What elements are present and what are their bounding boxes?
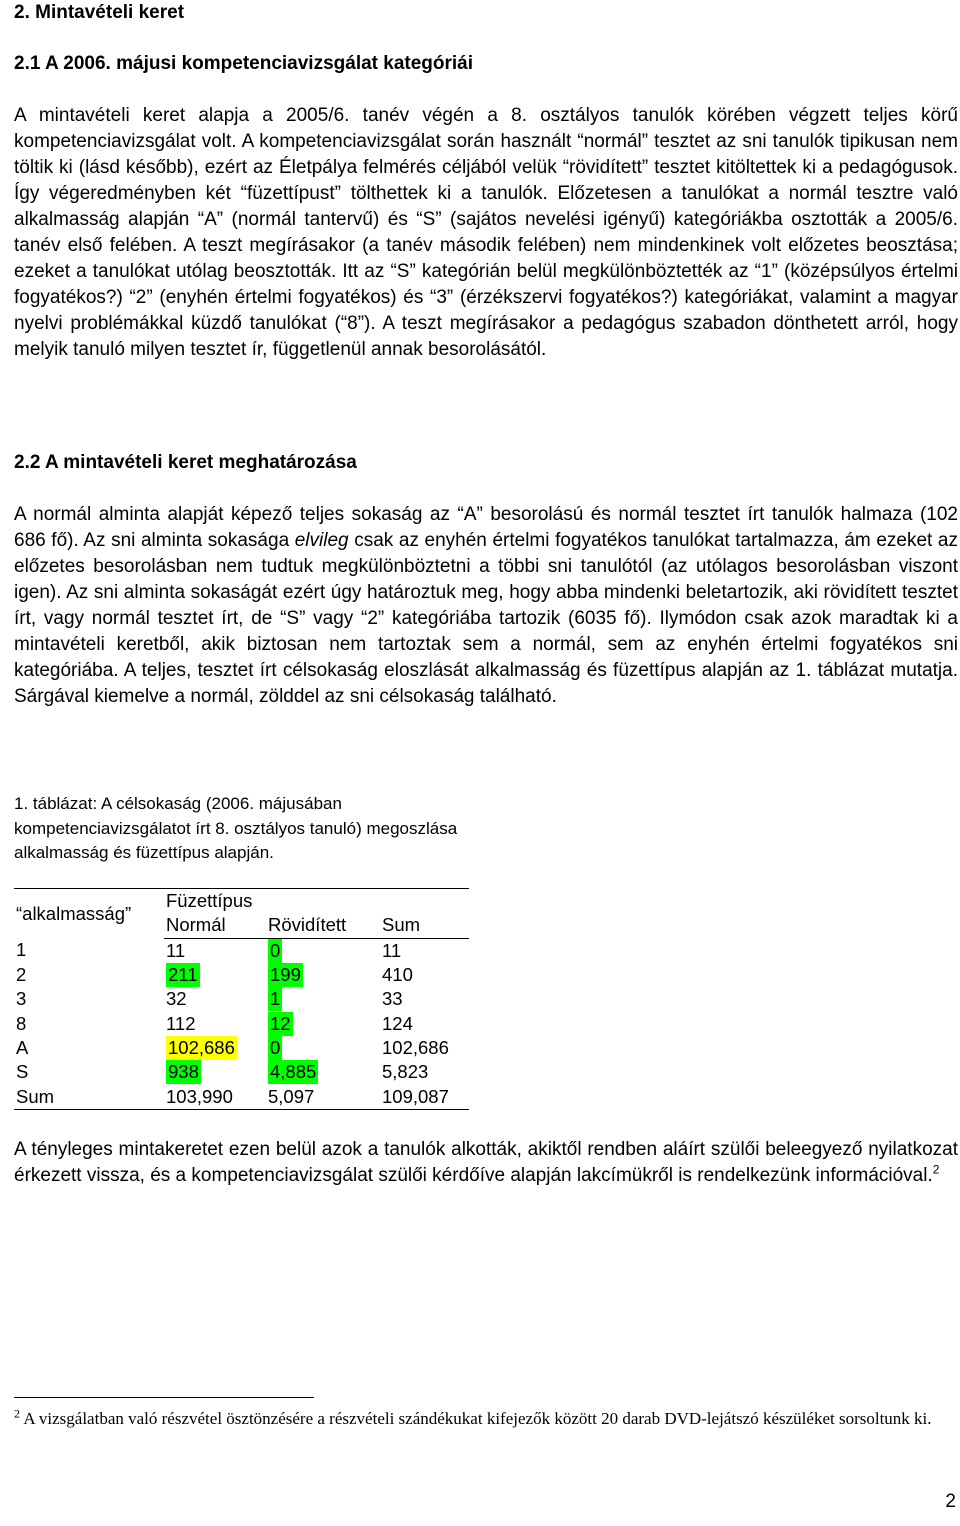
row-label: 3 — [16, 988, 27, 1010]
sni-highlight: 4,885 — [270, 1061, 317, 1083]
col-header: Normál — [164, 913, 266, 938]
page-number: 2 — [945, 1491, 956, 1512]
cell-normal — [164, 1060, 266, 1084]
table-row — [14, 938, 469, 963]
sni-highlight: 211 — [168, 964, 198, 986]
cell-sum: 102,686 — [382, 1036, 449, 1058]
sni-highlight: 938 — [168, 1061, 199, 1083]
subsection-title-2-2: 2.2 A mintavételi keret meghatározása — [14, 452, 357, 473]
paragraph-italic-text: elvileg — [294, 530, 349, 551]
row-label: 2 — [16, 964, 27, 986]
paragraph-sampling-frame — [14, 502, 958, 710]
subsection-title-2-1: 2.1 A 2006. májusi kompetenciavizsgálat kategóriái — [14, 53, 474, 74]
paragraph-actual-frame — [14, 1137, 958, 1189]
paragraph-text: csak az enyhén értelmi fogyatékos tanulókat tartalmazza, ám ezeket az előzetes besorolásban nem tudtuk megkülönböztetni a többi sni tanulótól (az utólagos besorolásban viszont igen). Az sni alminta sokaságát ezért úgy határoztuk meg, hogy abba mindenki beletartozik, aki rövidített tesztet írt, vagy normál tesztet írt, de “S” vagy “2” kategóriába tartozik (6035 fő). Ilymódon csak azok maradtak ki a mintavételi keretből, akik biztosan nem tartoztak sem a normál, sem az enyhén értelmi fogyatékos sni kategóriába. A teljes, tesztet írt célsokaság eloszlását alkalmasság és füzettípus alapján az 1. táblázat mutatja. Sárgával kiemelve a normál, zölddel az sni célsokaság található. — [14, 530, 958, 707]
table-row — [14, 963, 469, 987]
row-label: S — [16, 1061, 29, 1083]
cell-normal: 103,990 — [164, 1084, 266, 1109]
row-label: 8 — [16, 1012, 27, 1034]
cell-rovid — [266, 987, 380, 1011]
paragraph-categories: A mintavételi keret alapja a 2005/6. tanév végén a 8. osztályos tanulók körében végzett teljes körű kompetenciavizsgálat volt. A kompetenciavizsgálat során használt “normál” tesztet az sni tanulók tipikusan nem töltik ki (lásd később), ezért az Életpálya felmérés céljából velük “rövidített” tesztet kitöltettek ki a pedagógusok. Így végeredményben két “füzettípust” tölthettek ki a tanulók. Előzetesen a tanulókat a normál tesztre való alkalmasság alapján “A” (normál tantervű) és “S” (sajátos nevelési igényű) kategóriákba osztották a 2005/6. tanév első felében. A teszt megírásakor (a tanév második felében) nem mindenkinek volt előzetes beosztása; ezeket a tanulókat utólag beosztották. Itt az “S” kategórián belül megkülönböztették az “1” (középsúlyos értelmi fogyatékos?) “2” (enyhén értelmi fogyatékos) és “3” (érzékszervi fogyatékos?) kategóriákat, valamint a magyar nyelvi problémákkal küzdő tanulókat (“8”). A teszt megírásakor a pedagógus szabadon dönthetett arról, hogy melyik tanuló milyen tesztet ír, függetlenül annak besorolásától. — [14, 105, 958, 360]
table-row — [14, 1036, 469, 1060]
normal-highlight: 102,686 — [168, 1036, 235, 1058]
table-row — [14, 987, 469, 1011]
table-caption: 1. táblázat: A célsokaság (2006. májusában kompetenciavizsgálatot írt 8. osztályos tanuló) megoszlása alkalmasság és füzettípus alapján. — [14, 794, 458, 862]
footnote — [14, 1406, 944, 1431]
sni-highlight: 199 — [270, 964, 301, 986]
cell-normal: 112 — [166, 1012, 196, 1034]
cell-sum: 124 — [382, 1012, 413, 1034]
cell-normal — [164, 963, 266, 987]
col-header: Sum — [380, 913, 469, 938]
paragraph-text: A normál alminta alapját képező teljes sokaság az “A” besorolású és normál tesztet írt tanulók halmaza (102 686 fő). Az sni alminta sokasága — [14, 504, 958, 551]
footnote-text: A vizsgálatban való részvétel ösztönzésére a részvételi szándékukat kifejezők között 20 darab DVD-lejátszó készüléket sorsoltunk ki. — [23, 1409, 932, 1428]
cell-rovid — [266, 963, 380, 987]
cell-rovid — [266, 1011, 380, 1035]
sni-highlight: 12 — [270, 1012, 291, 1034]
footnote-ref[interactable]: 2 — [932, 1162, 940, 1177]
cell-sum: 5,823 — [382, 1061, 429, 1083]
cell-sum: 33 — [382, 988, 403, 1010]
group-header: Füzettípus — [164, 889, 469, 914]
table-row — [14, 1011, 469, 1035]
table-row — [14, 1060, 469, 1084]
row-label: Sum — [14, 1084, 164, 1109]
cell-normal: 32 — [166, 988, 187, 1010]
cell-sum: 410 — [382, 964, 413, 986]
cell-rovid — [266, 1036, 380, 1060]
cell-sum: 11 — [382, 939, 402, 961]
cell-normal: 11 — [166, 939, 186, 961]
row-label: A — [16, 1036, 29, 1058]
footnote-number: 2 — [14, 1406, 20, 1421]
col-header: Rövidített — [266, 913, 380, 938]
population-table — [14, 888, 469, 1110]
sni-highlight: 1 — [270, 988, 281, 1010]
sni-highlight: 0 — [270, 1036, 281, 1058]
paragraph-text: A tényleges mintakeretet ezen belül azok a tanulók alkották, akiktől rendben aláírt szülői beleegyező nyilatkozat érkezett vissza, és a kompetenciavizsgálat szülői kérdőíve alapján lakcímükről is rendelkezünk információval. — [14, 1139, 958, 1186]
sni-highlight: 0 — [270, 939, 281, 961]
table-header-row — [14, 889, 469, 914]
cell-sum: 109,087 — [380, 1084, 469, 1109]
cell-rovid — [266, 1060, 380, 1084]
cell-rovid — [266, 938, 380, 963]
row-label: 1 — [16, 939, 27, 961]
cell-normal — [164, 1036, 266, 1060]
table-total-row — [14, 1084, 469, 1109]
section-title: 2. Mintavételi keret — [14, 2, 185, 23]
footnote-divider — [14, 1397, 314, 1398]
row-header: “alkalmasság” — [14, 889, 164, 939]
cell-rovid: 5,097 — [266, 1084, 380, 1109]
